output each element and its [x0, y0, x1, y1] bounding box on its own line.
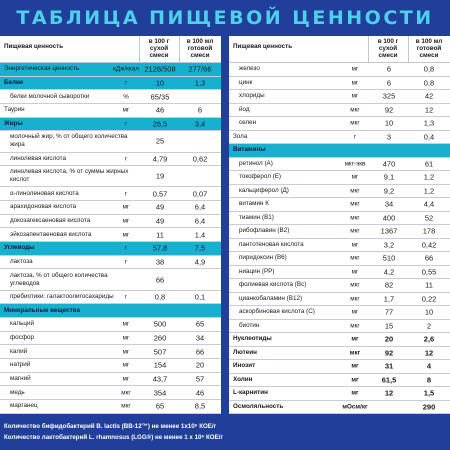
row-unit: мг [122, 334, 130, 342]
row-unit: г [124, 293, 128, 301]
row-name: марганец [10, 402, 38, 410]
row-value-100g: 61,5 [381, 375, 397, 385]
table-row [229, 347, 450, 361]
row-value-100g: 66 [155, 275, 165, 285]
row-value-100g: 154 [153, 360, 167, 370]
row-name: Энергетическая ценность [4, 65, 80, 73]
row-value-100ml: 20 [195, 360, 205, 370]
table-row [229, 293, 450, 307]
row-name: Углеводы [4, 244, 35, 252]
row-value-100g: 510 [382, 253, 396, 263]
row-unit: мг [122, 348, 130, 356]
row-name: тиамин (В1) [239, 213, 274, 221]
row-name: докозагексаеновая кислота [10, 217, 91, 225]
row-name: молочный жир, % от общего количества жира [10, 133, 128, 149]
row-value-100g: 65/35 [150, 92, 170, 102]
row-unit: кДж/ккал [113, 65, 139, 73]
row-value-100ml: 1,4 [194, 230, 206, 240]
table-row [229, 306, 450, 320]
table-row [229, 333, 450, 347]
row-value-100g: 43,7 [152, 374, 168, 384]
row-unit: мг [351, 79, 359, 87]
table-row [0, 215, 221, 229]
row-value-100g: 65 [155, 401, 165, 411]
row-value-100ml: 290 [422, 402, 436, 412]
table-row [229, 225, 450, 239]
row-value-100ml: 0,4 [423, 132, 435, 142]
table-row [229, 198, 450, 212]
row-value-100g: 25 [155, 136, 165, 146]
row-name: L-карнитин [233, 389, 268, 397]
row-value-100g: 400 [382, 213, 396, 223]
row-value-100ml: 178 [422, 226, 436, 236]
row-value-100ml: 0,07 [192, 189, 208, 199]
row-name: ретинол (А) [239, 159, 273, 167]
row-unit: мОсм/кг [342, 403, 368, 411]
row-value-100ml: 1,3 [194, 78, 206, 88]
row-name: Белки [4, 79, 24, 86]
table-row [229, 117, 450, 131]
table-row [229, 104, 450, 118]
row-name: цинк [239, 78, 253, 86]
row-name: линолевая кислота, % от суммы жирных кислот [10, 168, 129, 184]
row-unit: мг [351, 308, 359, 316]
row-value-100ml: 7,5 [194, 243, 206, 253]
row-value-100g: 1,7 [383, 294, 395, 304]
row-name: Витамины [233, 146, 266, 154]
row-value-100ml: 0,8 [423, 64, 435, 74]
row-name: Инозит [233, 362, 256, 370]
row-value-100ml: 6,4 [194, 202, 206, 212]
row-value-100g: 500 [153, 319, 167, 329]
right-rows [229, 63, 450, 414]
row-name: фосфор [10, 334, 35, 342]
row-name: натрий [10, 361, 31, 369]
row-name: Таурин [4, 106, 25, 114]
header-per-100ml: в 100 мл готовой смеси [186, 38, 214, 59]
header-name: Пищевая ценность [233, 43, 293, 50]
table-row [229, 171, 450, 185]
row-value-100g: 15 [384, 321, 394, 331]
row-value-100ml: 12 [424, 105, 434, 115]
row-value-100g: 26,5 [152, 119, 168, 129]
row-name: эйкозапентаеновая кислота [10, 230, 92, 238]
row-value-100g: 0,57 [152, 189, 168, 199]
row-value-100ml: 1,3 [423, 118, 435, 128]
row-name: рибофлавин (В2) [239, 227, 290, 235]
row-value-100ml: 8,5 [194, 401, 206, 411]
row-value-100ml: 3,4 [194, 119, 206, 129]
row-unit: мг [351, 173, 359, 181]
table-row [0, 332, 221, 346]
table-row [229, 320, 450, 334]
row-unit: мкг [350, 200, 360, 208]
row-value-100ml: 34 [195, 333, 205, 343]
footnote-lacto: Количество лактобактерий L. rhamnosus (LGG®) не менее 1 х 10⁶ КОЕ/г [4, 434, 224, 441]
row-name: лактоза, % от общего количества углеводов [10, 271, 108, 287]
table-row [0, 118, 221, 132]
table-row [229, 266, 450, 280]
table-row [0, 131, 221, 152]
row-name: белки молочной сыворотки [10, 92, 90, 100]
row-name: Жиры [4, 120, 23, 128]
row-value-100ml: 8 [426, 375, 432, 385]
row-value-100g: 325 [382, 91, 396, 101]
row-value-100g: 260 [153, 333, 167, 343]
row-unit: % [123, 93, 129, 101]
row-name: Зола [233, 132, 248, 140]
row-name: биотин [239, 321, 260, 329]
row-value-100ml: 0,62 [192, 154, 208, 164]
table-row [0, 187, 221, 201]
table-row [229, 252, 450, 266]
row-unit: мкг [350, 106, 360, 114]
row-value-100g: 38 [155, 257, 165, 267]
table-row [0, 373, 221, 387]
row-unit: мг [351, 362, 359, 370]
row-name: йод [239, 105, 250, 113]
table-row [229, 185, 450, 199]
table-header [229, 36, 450, 63]
row-value-100g: 3 [386, 132, 392, 142]
row-name: α-линоленовая кислота [10, 189, 79, 197]
row-value-100g: 9,1 [383, 172, 395, 182]
row-value-100ml: 2 [426, 321, 432, 331]
table-row [229, 279, 450, 293]
nutrition-table-right [229, 36, 450, 414]
row-value-100ml: 277/66 [188, 64, 212, 74]
table-row [229, 387, 450, 401]
row-name: калий [10, 347, 28, 355]
row-value-100ml: 0,1 [194, 292, 206, 302]
row-value-100ml: 4,4 [423, 199, 435, 209]
row-unit: г [124, 155, 128, 163]
table-row [0, 400, 221, 414]
row-name: пиридоксин (В6) [239, 254, 287, 262]
row-value-100g: 4,79 [152, 154, 168, 164]
row-name: лактоза [10, 258, 33, 266]
row-unit: мг [122, 106, 130, 114]
header-per-100ml: в 100 мл готовой смеси [415, 38, 443, 59]
table-row [229, 239, 450, 253]
row-unit: мкг-экв [344, 160, 366, 168]
row-unit: мг [351, 241, 359, 249]
row-unit: мкг [350, 254, 360, 262]
row-name: магний [10, 375, 31, 383]
row-unit: мкг [350, 214, 360, 222]
table-row [0, 386, 221, 400]
row-value-100g: 3,2 [383, 240, 395, 250]
row-value-100ml: 4 [426, 361, 432, 371]
row-value-100ml: 52 [424, 213, 434, 223]
row-unit: мг [351, 376, 359, 384]
row-unit: мг [122, 375, 130, 383]
row-value-100g: 19 [155, 171, 165, 181]
row-value-100ml: 46 [195, 388, 205, 398]
row-unit: мг [351, 335, 359, 343]
table-header [0, 36, 221, 63]
row-unit: мг [122, 361, 130, 369]
row-value-100g: 12 [384, 388, 394, 398]
row-name: витамин К [239, 200, 269, 208]
row-value-100g: 1367 [380, 226, 398, 236]
row-unit: мг [351, 65, 359, 73]
row-value-100ml: 10 [424, 307, 434, 317]
row-unit: г [124, 190, 128, 198]
row-unit: мг [351, 389, 359, 397]
row-unit: мг [122, 320, 130, 328]
table-row [229, 212, 450, 226]
row-value-100g: 9,2 [383, 186, 395, 196]
row-value-100g: 2128/508 [144, 64, 176, 74]
row-name: железо [239, 65, 260, 73]
row-value-100g: 6 [386, 78, 392, 88]
row-unit: мкг [349, 349, 361, 357]
row-value-100g: 49 [155, 216, 165, 226]
row-value-100ml: 6 [197, 105, 203, 115]
row-unit: мг [351, 268, 359, 276]
row-unit: мкг [121, 402, 131, 410]
table-row [0, 318, 221, 332]
table-row [229, 131, 450, 145]
row-value-100g: 0,8 [154, 292, 166, 302]
row-value-100ml: 65 [195, 319, 205, 329]
row-unit: мг [122, 203, 130, 211]
row-unit: мкг [121, 389, 131, 397]
footnote-bifido: Количество бифидобактерий B. lactis (BB-12™) не менее 1х10⁶ КОЕ/г [4, 423, 217, 430]
row-name: медь [10, 388, 25, 396]
row-name: Лютеин [233, 348, 257, 356]
row-value-100ml: 42 [424, 91, 434, 101]
row-name: Минеральные вещества [4, 306, 80, 314]
table-row [0, 269, 221, 290]
row-name: Осмоляльность [233, 402, 284, 410]
header-per-100g: в 100 г сухой смеси [377, 38, 399, 59]
row-name: селен [239, 119, 257, 127]
table-row [0, 90, 221, 104]
row-unit: мг [122, 231, 130, 239]
row-name: арахидоновая кислота [10, 203, 77, 211]
table-row [0, 359, 221, 373]
table-row [0, 153, 221, 167]
table-row [0, 201, 221, 215]
row-value-100g: 4,2 [383, 267, 395, 277]
row-value-100ml: 1,5 [423, 388, 435, 398]
row-unit: мкг [350, 227, 360, 235]
row-value-100ml: 0,55 [421, 267, 437, 277]
row-name: цианкобаламин (В12) [239, 294, 303, 302]
row-value-100g: 49 [155, 202, 165, 212]
table-row [0, 63, 221, 77]
table-row [229, 90, 450, 104]
row-value-100ml: 2,6 [423, 334, 435, 344]
row-name: пантотеновая кислота [239, 240, 304, 248]
table-row [0, 291, 221, 305]
row-name: токоферол (Е) [239, 173, 282, 181]
row-unit: мг [122, 217, 130, 225]
row-value-100g: 354 [153, 388, 167, 398]
row-unit: г [124, 258, 128, 266]
row-name: кальций [10, 320, 34, 328]
row-value-100g: 92 [384, 105, 394, 115]
row-unit: мкг [350, 295, 360, 303]
row-name: Холин [233, 375, 253, 383]
row-unit: г [353, 133, 357, 141]
page-title: ТАБЛИЦА ПИЩЕВОЙ ЦЕННОСТИ [16, 7, 434, 29]
row-value-100g: 57,8 [152, 243, 168, 253]
row-value-100ml: 0,22 [421, 294, 437, 304]
table-row [229, 77, 450, 91]
row-unit: мкг [350, 281, 360, 289]
row-unit: мкг [350, 322, 360, 330]
row-unit: г [124, 79, 128, 87]
row-value-100ml: 1,2 [423, 172, 435, 182]
row-value-100ml: 61 [424, 159, 434, 169]
row-value-100g: 34 [384, 199, 394, 209]
row-value-100ml: 57 [195, 374, 205, 384]
row-value-100ml: 1,2 [423, 186, 435, 196]
row-value-100ml: 12 [424, 348, 434, 358]
table-row [0, 228, 221, 242]
row-value-100g: 470 [382, 159, 396, 169]
row-value-100ml: 4,9 [194, 257, 206, 267]
row-unit: мг [351, 92, 359, 100]
nutrition-table-left [0, 36, 221, 414]
table-row [0, 166, 221, 187]
row-name: фолиевая кислота (Вс) [239, 281, 307, 289]
row-value-100g: 10 [155, 78, 165, 88]
row-name: кальциферол (Д) [239, 186, 289, 194]
row-name: пребиотики: галактоолигосахариды [10, 293, 114, 300]
row-value-100ml: 11 [425, 280, 433, 290]
row-value-100g: 507 [153, 347, 167, 357]
row-unit: мкг [350, 187, 360, 195]
row-name: аскорбиновая кислота (С) [239, 308, 315, 316]
row-unit: г [124, 244, 128, 252]
table-row [0, 242, 221, 256]
row-value-100ml: 6,4 [194, 216, 206, 226]
row-name: хлориды [239, 92, 265, 100]
table-row [0, 345, 221, 359]
table-row [0, 256, 221, 270]
row-value-100g: 92 [384, 348, 394, 358]
table-row [229, 158, 450, 172]
footnotes [0, 414, 450, 450]
table-row [0, 104, 221, 118]
table-row [0, 304, 221, 318]
row-unit: мкг [350, 119, 360, 127]
row-value-100g: 77 [384, 307, 394, 317]
table-row [229, 401, 450, 415]
header-per-100g: в 100 г сухой смеси [148, 38, 170, 59]
table-row [229, 63, 450, 77]
table-row [0, 77, 221, 91]
row-value-100g: 6 [386, 64, 392, 74]
row-value-100ml: 0,42 [421, 240, 437, 250]
row-value-100ml: 66 [195, 347, 205, 357]
row-value-100ml: 66 [424, 253, 434, 263]
row-value-100g: 10 [384, 118, 394, 128]
row-value-100g: 31 [384, 361, 394, 371]
row-value-100ml: 0,8 [423, 78, 435, 88]
row-value-100g: 82 [384, 280, 394, 290]
row-name: ниацин (РР) [239, 267, 275, 275]
row-value-100g: 11 [156, 230, 164, 240]
row-name: Нуклеотиды [233, 335, 272, 343]
left-rows [0, 63, 221, 414]
table-row [229, 144, 450, 158]
row-value-100g: 46 [155, 105, 165, 115]
row-name: линолевая кислота [10, 154, 66, 162]
table-row [229, 360, 450, 374]
header-name: Пищевая ценность [4, 43, 64, 50]
row-value-100g: 20 [384, 334, 394, 344]
row-unit: г [124, 120, 128, 128]
table-row [229, 374, 450, 388]
